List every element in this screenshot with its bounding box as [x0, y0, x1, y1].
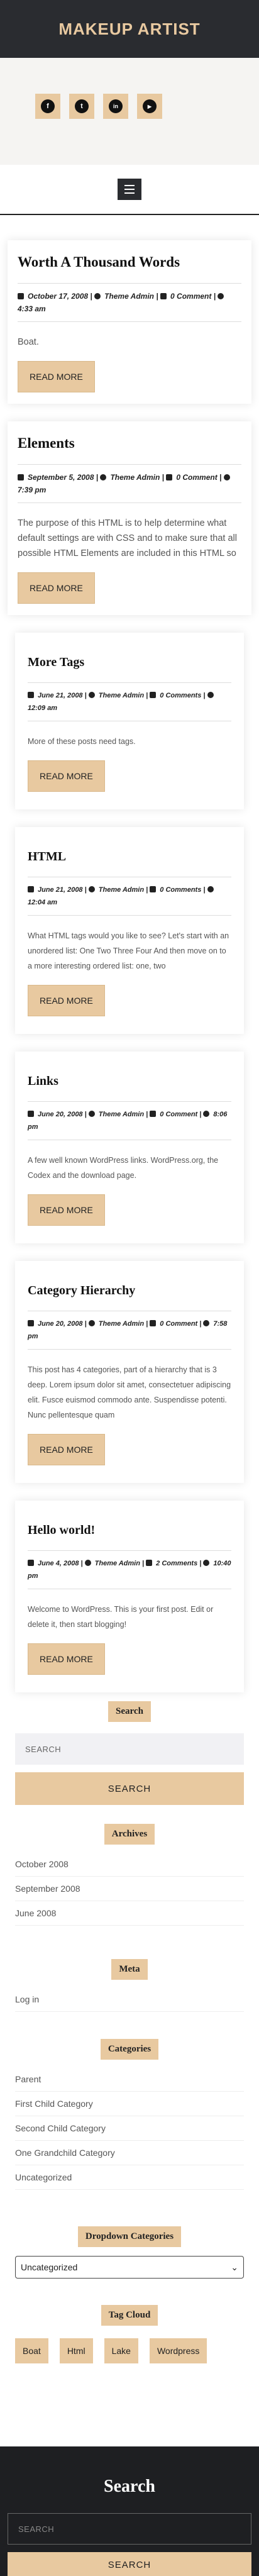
hamburger-icon-bar — [124, 192, 135, 194]
post-comments[interactable]: 0 Comment — [160, 1320, 198, 1328]
post-excerpt: Welcome to WordPress. This is your first post. Edit or delete it, then start blogging! — [28, 1605, 214, 1629]
post-excerpt: This post has 4 categories, part of a hierarchy that is 3 deep. Lorem ipsum dolor sit amet, consectetuer adipiscing elit. Fusce euismod commodo ante. Suspendisse potenti. Nunc pellentesque quam — [28, 1365, 231, 1419]
post-meta: September 5, 2008 | Theme Admin | 0 Comment | 7:39 pm — [18, 464, 241, 503]
calendar-icon — [28, 1560, 34, 1566]
twitter-link[interactable] — [69, 94, 94, 119]
calendar-icon — [18, 293, 24, 299]
archives-widget — [15, 1824, 244, 1926]
post-time: 8:06 pm — [28, 1111, 228, 1131]
post-date: June 21, 2008 — [38, 692, 83, 699]
post-card — [15, 1052, 244, 1243]
post-excerpt: Boat. — [18, 337, 39, 347]
comment-icon — [150, 886, 156, 892]
archive-link[interactable]: October 2008 — [15, 1852, 244, 1877]
comment-icon — [166, 474, 172, 480]
post-excerpt: The purpose of this HTML is to help determine what default settings are with CSS and to make sure that all possible HTML Elements are included in this HTML so — [18, 518, 237, 558]
twitter-icon: t — [75, 99, 89, 113]
post-title[interactable]: HTML — [28, 850, 67, 863]
category-link[interactable]: Second Child Category — [15, 2116, 244, 2141]
clock-icon — [203, 1560, 209, 1566]
categories-list — [15, 2067, 244, 2190]
post-date: June 21, 2008 — [38, 886, 83, 894]
post-excerpt: A few well known WordPress links. WordPress.org, the Codex and the download page. — [28, 1156, 219, 1180]
meta-list — [15, 1987, 244, 2012]
post-card — [15, 1261, 244, 1483]
post-author[interactable]: Theme Admin — [94, 1560, 140, 1567]
footer-search-input[interactable]: SEARCH — [8, 2513, 251, 2545]
youtube-link[interactable] — [137, 94, 162, 119]
categories-widget — [15, 2039, 244, 2190]
post-author[interactable]: Theme Admin — [98, 1320, 145, 1328]
linkedin-icon: in — [109, 99, 123, 113]
post-date: June 20, 2008 — [38, 1111, 83, 1118]
user-icon — [89, 886, 95, 892]
read-more-button[interactable]: READ MORE — [18, 572, 95, 604]
youtube-icon: ▶ — [143, 99, 157, 113]
post-card — [8, 421, 251, 615]
menu-toggle-button[interactable] — [118, 179, 141, 200]
widget-title: Dropdown Categories — [78, 2226, 181, 2247]
post-meta: June 4, 2008 | Theme Admin | 2 Comments | 10:40 pm — [28, 1550, 231, 1589]
post-time: 7:58 pm — [28, 1320, 228, 1340]
hamburger-icon — [124, 185, 135, 186]
search-input[interactable]: SEARCH — [15, 1733, 244, 1765]
post-meta: June 21, 2008 | Theme Admin | 0 Comments | 12:09 am — [28, 682, 231, 721]
user-icon — [94, 293, 101, 299]
user-icon — [89, 692, 95, 698]
post-author[interactable]: Theme Admin — [98, 692, 145, 699]
post-meta: June 20, 2008 | Theme Admin | 0 Comment | 8:06 pm — [28, 1101, 231, 1140]
post-title[interactable]: Links — [28, 1074, 58, 1088]
read-more-button[interactable]: READ MORE — [28, 1643, 105, 1675]
post-card — [8, 240, 251, 404]
post-author[interactable]: Theme Admin — [110, 473, 160, 482]
post-excerpt: What HTML tags would you like to see? Let's start with an unordered list: One Two Three Four And then move on to a more interesting ordered list: one, two — [28, 931, 229, 970]
post-date: October 17, 2008 — [28, 292, 89, 301]
post-time: 4:33 am — [18, 304, 46, 313]
archive-link[interactable]: June 2008 — [15, 1901, 244, 1926]
comment-icon — [160, 293, 167, 299]
post-author[interactable]: Theme Admin — [98, 886, 145, 894]
post-time: 7:39 pm — [18, 486, 47, 494]
post-title[interactable]: Category Hierarchy — [28, 1284, 136, 1297]
meta-link[interactable]: Log in — [15, 1987, 244, 2012]
clock-icon — [203, 1111, 209, 1117]
archive-link[interactable]: September 2008 — [15, 1877, 244, 1901]
post-card — [15, 1501, 244, 1692]
user-icon — [100, 474, 106, 480]
footer — [0, 2446, 259, 2576]
facebook-link[interactable] — [35, 94, 60, 119]
hamburger-icon-bar — [124, 189, 135, 190]
post-list — [0, 240, 259, 1692]
social-bar — [0, 58, 259, 165]
post-author[interactable]: Theme Admin — [98, 1111, 145, 1118]
facebook-icon: f — [41, 99, 55, 113]
search-widget — [15, 1701, 244, 1805]
calendar-icon — [28, 1320, 34, 1326]
widget-title: Archives — [104, 1824, 155, 1845]
post-time: 12:04 am — [28, 899, 58, 906]
post-comments[interactable]: 0 Comment — [176, 473, 218, 482]
widget-title: Tag Cloud — [101, 2305, 158, 2326]
post-comments[interactable]: 2 Comments — [156, 1560, 198, 1567]
calendar-icon — [28, 1111, 34, 1117]
navbar — [0, 165, 259, 215]
post-date: June 20, 2008 — [38, 1320, 83, 1328]
site-header — [0, 0, 259, 58]
widget-title: Meta — [111, 1959, 147, 1980]
post-meta: June 20, 2008 | Theme Admin | 0 Comment | 7:58 pm — [28, 1311, 231, 1350]
post-comments[interactable]: 0 Comments — [160, 692, 202, 699]
clock-icon — [218, 293, 224, 299]
linkedin-link[interactable] — [103, 94, 128, 119]
footer-search-button[interactable]: SEARCH — [8, 2552, 251, 2576]
category-link[interactable]: One Grandchild Category — [15, 2141, 244, 2165]
select-value: Uncategorized — [21, 2262, 78, 2272]
search-button[interactable]: SEARCH — [15, 1772, 244, 1805]
tag-cloud-widget — [15, 2305, 244, 2376]
post-title[interactable]: Hello world! — [28, 1523, 96, 1537]
tag-list — [15, 2326, 244, 2376]
post-title[interactable]: Worth A Thousand Words — [18, 254, 180, 270]
post-meta: June 21, 2008 | Theme Admin | 0 Comments | 12:04 am — [28, 877, 231, 916]
category-link[interactable]: Parent — [15, 2067, 244, 2092]
tag-link[interactable]: Lake — [104, 2338, 138, 2363]
clock-icon — [224, 474, 230, 480]
user-icon — [85, 1560, 91, 1566]
calendar-icon — [18, 474, 24, 480]
footer-search-title: Search — [104, 2477, 155, 2496]
post-comments[interactable]: 0 Comment — [160, 1111, 198, 1118]
clock-icon — [203, 1320, 209, 1326]
clock-icon — [207, 692, 214, 698]
widget-title: Search — [108, 1701, 151, 1722]
post-time: 12:09 am — [28, 704, 58, 712]
dropdown-categories-widget — [15, 2226, 244, 2279]
tag-link[interactable]: Boat — [15, 2338, 48, 2363]
post-author[interactable]: Theme Admin — [104, 292, 154, 301]
tag-link[interactable]: Wordpress — [150, 2338, 207, 2363]
category-link[interactable]: First Child Category — [15, 2092, 244, 2116]
read-more-button[interactable]: READ MORE — [18, 361, 95, 392]
read-more-button[interactable]: READ MORE — [28, 760, 105, 792]
read-more-button[interactable]: READ MORE — [28, 1434, 105, 1465]
post-title[interactable]: More Tags — [28, 655, 85, 669]
post-date: June 4, 2008 — [38, 1560, 79, 1567]
read-more-button[interactable]: READ MORE — [28, 1194, 105, 1226]
post-date: September 5, 2008 — [28, 473, 94, 482]
site-title[interactable]: MAKEUP ARTIST — [58, 19, 201, 38]
tag-link[interactable]: Html — [60, 2338, 93, 2363]
post-time: 10:40 pm — [28, 1560, 231, 1580]
post-comments[interactable]: 0 Comments — [160, 886, 202, 894]
meta-widget — [15, 1959, 244, 2012]
comment-icon — [150, 1320, 156, 1326]
post-comments[interactable]: 0 Comment — [170, 292, 212, 301]
comment-icon — [146, 1560, 152, 1566]
post-excerpt: More of these posts need tags. — [28, 737, 136, 746]
category-link[interactable]: Uncategorized — [15, 2165, 244, 2190]
calendar-icon — [28, 886, 34, 892]
user-icon — [89, 1111, 95, 1117]
comment-icon — [150, 692, 156, 698]
post-card — [15, 633, 244, 809]
post-meta: October 17, 2008 | Theme Admin | 0 Comment | 4:33 am — [18, 283, 241, 322]
widget-title: Categories — [101, 2039, 158, 2060]
categories-select[interactable] — [15, 2256, 244, 2279]
user-icon — [89, 1320, 95, 1326]
calendar-icon — [28, 692, 34, 698]
archives-list — [15, 1852, 244, 1926]
comment-icon — [150, 1111, 156, 1117]
post-card — [15, 827, 244, 1034]
read-more-button[interactable]: READ MORE — [28, 985, 105, 1016]
post-title[interactable]: Elements — [18, 435, 75, 451]
chevron-down-icon: ⌄ — [231, 2262, 238, 2272]
clock-icon — [207, 886, 214, 892]
